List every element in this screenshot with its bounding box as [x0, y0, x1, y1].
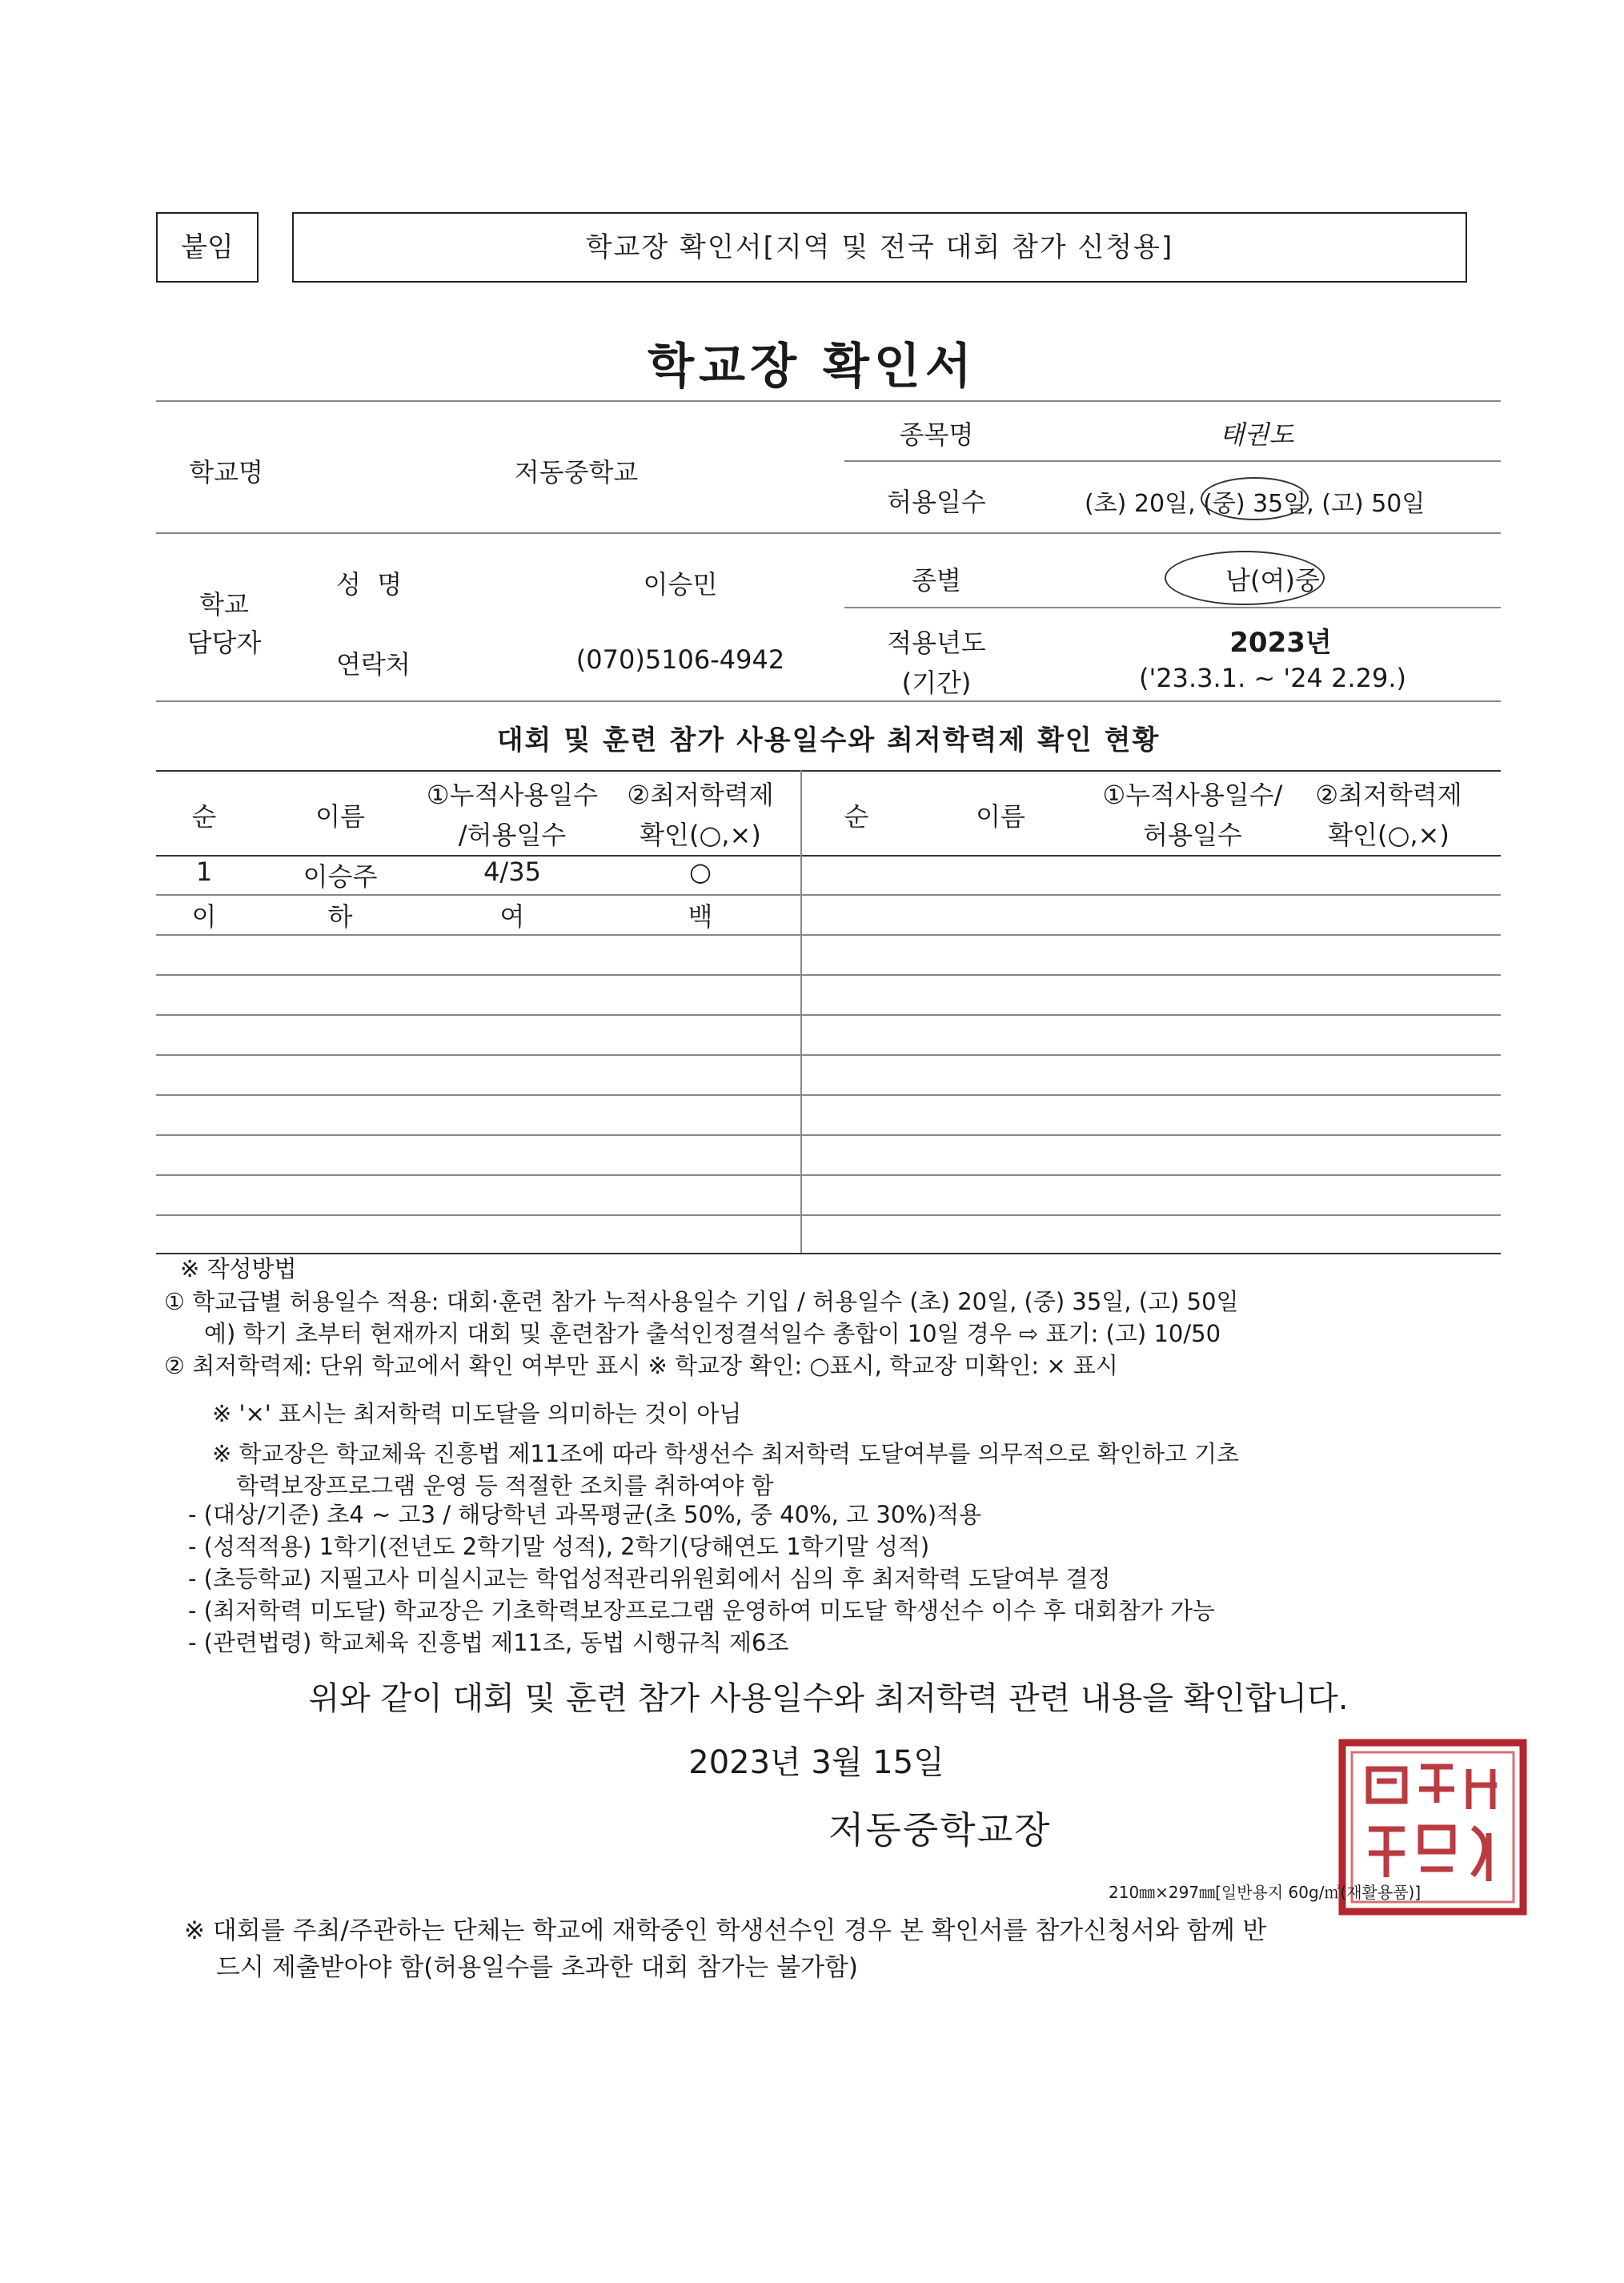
confirmation-statement: 위와 같이 대회 및 훈련 참가 사용일수와 최저학력 관련 내용을 확인합니다.	[308, 1680, 1349, 1717]
table-row-line	[156, 1014, 1501, 1016]
row-2-name: 하	[327, 901, 353, 932]
note-line-8: - (성적적용) 1학기(전년도 2학기말 성적), 2학기(당해연도 1학기말 성적)	[188, 1533, 930, 1560]
contact-value: (070)5106-4942	[575, 644, 785, 675]
year-label-1: 적용년도	[887, 628, 986, 658]
header-cum-2: /허용일수	[458, 820, 567, 850]
header-seq: 순	[191, 801, 217, 832]
header-seq-right: 순	[844, 801, 869, 832]
header-min-1: ②최저학력제	[627, 780, 774, 810]
row-2-seq: 이	[191, 901, 217, 932]
row-1-seq: 1	[195, 857, 213, 887]
table-row-line	[156, 894, 1501, 896]
note-line-2: 예) 학기 초부터 현재까지 대회 및 훈련참가 출석인정결석일수 총합이 10일 경우 ⇨ 표기: (고) 10/50	[204, 1320, 1221, 1347]
row-2-min-check: 백	[688, 901, 713, 932]
header-min-right-1: ②최저학력제	[1315, 780, 1462, 810]
row-2-cumulative: 여	[499, 901, 525, 932]
header-title-box	[292, 212, 1467, 283]
row-1-name: 이승주	[303, 861, 378, 892]
name-value: 이승민	[643, 569, 718, 600]
middle-school-circle-mark	[1201, 477, 1309, 520]
info-top-line	[156, 400, 1501, 402]
header-name-right: 이름	[976, 801, 1025, 832]
table-row-line	[156, 1134, 1501, 1136]
school-value: 저동중학교	[514, 457, 639, 487]
table-top-line	[156, 770, 1501, 772]
note-line-3: ② 최저학력제: 단위 학교에서 확인 여부만 표시 ※ 학교장 확인: ○표시, 학교장 미확인: × 표시	[164, 1352, 1118, 1379]
note-line-9: - (초등학교) 지필고사 미실시교는 학업성적관리위원회에서 심의 후 최저학력 도달여부 결정	[188, 1565, 1111, 1592]
header-cum-right-2: 허용일수	[1143, 820, 1242, 850]
table-title: 대회 및 훈련 참가 사용일수와 최저학력제 확인 현황	[496, 724, 1161, 756]
table-row-line	[156, 1094, 1501, 1096]
header-name: 이름	[315, 801, 365, 832]
gender-value: 남(여)중	[1225, 565, 1320, 596]
manager-label-1: 학교	[199, 589, 249, 620]
footer-note-1: ※ 대회를 주최/주관하는 단체는 학교에 재학중인 학생선수인 경우 본 확인서를 참가신청서와 함께 반	[184, 1916, 1267, 1945]
info-line-school-bottom	[156, 532, 1501, 534]
contact-label: 연락처	[336, 649, 411, 680]
table-row-line	[156, 974, 1501, 976]
footer-note-2: 드시 제출받아야 함(허용일수를 초과한 대회 참가는 불가함)	[216, 1953, 859, 1982]
note-line-4: ※ '×' 표시는 최저학력 미도달을 의미하는 것이 아님	[212, 1400, 742, 1427]
table-row-line	[156, 1214, 1501, 1216]
info-line-mid-right	[844, 460, 1501, 462]
row-1-cumulative: 4/35	[483, 857, 541, 887]
attachment-label: 붙임	[181, 231, 234, 263]
note-line-10: - (최저학력 미도달) 학교장은 기초학력보장프로그램 운영하여 미도달 학생선수 이수 후 대회참가 가능	[188, 1597, 1216, 1624]
header-min-2: 확인(○,×)	[640, 820, 761, 850]
page-title: 학교장 확인서	[648, 339, 976, 395]
note-line-11: - (관련법령) 학교체육 진흥법 제11조, 동법 시행규칙 제6조	[188, 1629, 789, 1656]
attachment-label-box	[156, 212, 259, 283]
manager-label-2: 담당자	[186, 628, 262, 658]
notes-heading: ※ 작성방법	[180, 1255, 297, 1282]
note-line-7: - (대상/기준) 초4 ~ 고3 / 해당학년 과목평균(초 50%, 중 40%, 고 30%)적용	[188, 1501, 982, 1528]
issue-date: 2023년 3월 15일	[688, 1744, 944, 1781]
info-bottom-line	[156, 700, 1501, 702]
gender-circle-mark	[1165, 551, 1325, 605]
table-bottom-line	[156, 1253, 1501, 1254]
allowed-days-label: 허용일수	[887, 487, 986, 517]
note-line-1: ① 학교급별 허용일수 적용: 대회·훈련 참가 누적사용일수 기입 / 허용일수 (초) 20일, (중) 35일, (고) 50일	[164, 1288, 1239, 1315]
signer-name: 저동중학교장	[828, 1808, 1052, 1852]
sport-value: 태권도	[1219, 419, 1294, 450]
sport-label: 종목명	[899, 419, 974, 450]
allowed-days-value: (초) 20일, (중) 35일, (고) 50일	[1085, 490, 1426, 518]
header-min-right-2: 확인(○,×)	[1328, 820, 1450, 850]
table-center-divider	[800, 770, 802, 1253]
table-row-line	[156, 1174, 1501, 1176]
info-line-person-mid	[844, 607, 1501, 608]
name-label: 성 명	[336, 569, 403, 600]
school-label: 학교명	[189, 457, 263, 487]
note-line-5: ※ 학교장은 학교체육 진흥법 제11조에 따라 학생선수 최저학력 도달여부를 의무적으로 확인하고 기초	[212, 1440, 1240, 1467]
gender-label: 종별	[912, 565, 961, 596]
header-cum-right-1: ①누적사용일수/	[1102, 780, 1283, 810]
year-value: 2023년	[1229, 627, 1332, 659]
row-1-min-check: ○	[689, 857, 712, 887]
paper-spec: 210㎜×297㎜[일반용지 60g/㎡(재활용품)]	[1109, 1883, 1422, 1902]
header-box-title: 학교장 확인서[지역 및 전국 대회 참가 신청용]	[585, 231, 1174, 263]
table-row-line	[156, 934, 1501, 936]
note-line-6: 학력보장프로그램 운영 등 적절한 조치를 취하여야 함	[236, 1472, 774, 1499]
header-cum-1: ①누적사용일수	[426, 780, 599, 810]
period-value: ('23.3.1. ~ '24 2.29.)	[1139, 663, 1406, 693]
table-row-line	[156, 1054, 1501, 1056]
year-label-2: (기간)	[901, 668, 972, 698]
